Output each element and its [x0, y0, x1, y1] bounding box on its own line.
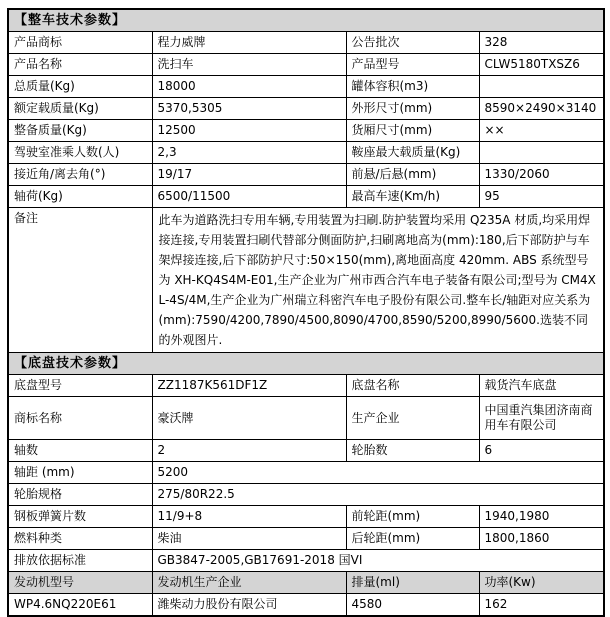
- spec-label: 驾驶室准乘人数(人): [8, 142, 152, 164]
- column-header: 排量(ml): [346, 572, 479, 594]
- spec-value: 19/17: [152, 164, 346, 186]
- spec-label: 产品名称: [8, 54, 152, 76]
- spec-label: 鞍座最大载质量(Kg): [346, 142, 479, 164]
- spec-value: 162: [479, 594, 604, 617]
- section-header: 【整车技术参数】: [8, 9, 604, 32]
- spec-label: 产品型号: [346, 54, 479, 76]
- table-row: [8, 142, 604, 164]
- spec-label: 额定载质量(Kg): [8, 98, 152, 120]
- spec-value: ZZ1187K561DF1Z: [152, 375, 346, 397]
- spec-value: 6500/11500: [152, 186, 346, 208]
- spec-value: 5370,5305: [152, 98, 346, 120]
- spec-label: 产品商标: [8, 32, 152, 54]
- table-row: [8, 54, 604, 76]
- spec-value: 豪沃牌: [152, 397, 346, 440]
- spec-label: 备注: [8, 208, 152, 353]
- spec-value: 95: [479, 186, 604, 208]
- column-header: 发动机型号: [8, 572, 152, 594]
- table-row: [8, 375, 604, 397]
- table-row: [8, 353, 604, 375]
- spec-value: 2: [152, 440, 346, 462]
- spec-value: 275/80R22.5: [152, 484, 604, 506]
- spec-label: 底盘名称: [346, 375, 479, 397]
- spec-label: 钢板弹簧片数: [8, 506, 152, 528]
- spec-value: WP4.6NQ220E61: [8, 594, 152, 617]
- table-row: [8, 76, 604, 98]
- spec-value: GB3847-2005,GB17691-2018 国VI: [152, 550, 604, 572]
- spec-label: 接近角/离去角(°): [8, 164, 152, 186]
- spec-value: 载货汽车底盘: [479, 375, 604, 397]
- spec-value: 程力威牌: [152, 32, 346, 54]
- table-row: [8, 164, 604, 186]
- table-row: [8, 32, 604, 54]
- spec-value: 1800,1860: [479, 528, 604, 550]
- table-row: [8, 506, 604, 528]
- spec-label: 商标名称: [8, 397, 152, 440]
- table-row: [8, 397, 604, 440]
- spec-value: 洗扫车: [152, 54, 346, 76]
- spec-value: 1330/2060: [479, 164, 604, 186]
- spec-label: 罐体容积(m3): [346, 76, 479, 98]
- section-header: 【底盘技术参数】: [8, 353, 604, 375]
- table-row: [8, 462, 604, 484]
- spec-value: 18000: [152, 76, 346, 98]
- spec-table-body: [8, 9, 604, 616]
- table-row: [8, 440, 604, 462]
- table-row: [8, 120, 604, 142]
- table-row: [8, 208, 604, 353]
- spec-label: 整备质量(Kg): [8, 120, 152, 142]
- spec-label: 轴荷(Kg): [8, 186, 152, 208]
- spec-value: 1940,1980: [479, 506, 604, 528]
- column-header: 功率(Kw): [479, 572, 604, 594]
- spec-label: 轴距 (mm): [8, 462, 152, 484]
- table-row: [8, 98, 604, 120]
- spec-value: 4580: [346, 594, 479, 617]
- spec-label: 货厢尺寸(mm): [346, 120, 479, 142]
- spec-value: ××: [479, 120, 604, 142]
- spec-value: 11/9+8: [152, 506, 346, 528]
- spec-value: 12500: [152, 120, 346, 142]
- spec-label: 燃料种类: [8, 528, 152, 550]
- spec-value: 潍柴动力股份有限公司: [152, 594, 346, 617]
- spec-label: 轮胎数: [346, 440, 479, 462]
- spec-value: 柴油: [152, 528, 346, 550]
- spec-value: [479, 142, 604, 164]
- spec-value: 328: [479, 32, 604, 54]
- spec-value: 2,3: [152, 142, 346, 164]
- table-row: [8, 186, 604, 208]
- vehicle-spec-table: [7, 8, 605, 617]
- spec-label: 外形尺寸(mm): [346, 98, 479, 120]
- spec-label: 公告批次: [346, 32, 479, 54]
- spec-label: 最高车速(Km/h): [346, 186, 479, 208]
- table-row: [8, 484, 604, 506]
- spec-value: [479, 76, 604, 98]
- spec-label: 底盘型号: [8, 375, 152, 397]
- column-header: 发动机生产企业: [152, 572, 346, 594]
- spec-label: 总质量(Kg): [8, 76, 152, 98]
- spec-label: 生产企业: [346, 397, 479, 440]
- table-row: [8, 528, 604, 550]
- spec-value: 此车为道路洗扫专用车辆,专用装置为扫刷.防护装置均采用 Q235A 材质,均采用焊接连接,专用装置扫刷代替部分侧面防护,扫刷离地高为(mm):180,后下部防护与车架焊接连接,后下部防护尺寸:50×150(mm),离地面高度 420mm. ABS 系统型号为 XH-KQ4S4M-E01,生产企业为广州市西合汽车电子装备有限公司;型号为 CM4XL-4S/4M,生产企业为广州瑞立科密汽车电子股份有限公司.整车长/轴距对应关系为(mm):7590/4200,7890/4500,8090/4700,8590/5200,8990/5600.选装不同的外观图片.: [152, 208, 604, 353]
- table-row: [8, 594, 604, 617]
- spec-value: 6: [479, 440, 604, 462]
- table-row: [8, 550, 604, 572]
- spec-value: 中国重汽集团济南商用车有限公司: [479, 397, 604, 440]
- spec-label: 后轮距(mm): [346, 528, 479, 550]
- spec-label: 前悬/后悬(mm): [346, 164, 479, 186]
- spec-label: 轮胎规格: [8, 484, 152, 506]
- spec-value: 8590×2490×3140: [479, 98, 604, 120]
- table-row: [8, 9, 604, 32]
- spec-label: 排放依据标准: [8, 550, 152, 572]
- spec-value: 5200: [152, 462, 604, 484]
- spec-value: CLW5180TXSZ6: [479, 54, 604, 76]
- spec-label: 前轮距(mm): [346, 506, 479, 528]
- spec-label: 轴数: [8, 440, 152, 462]
- table-row: [8, 572, 604, 594]
